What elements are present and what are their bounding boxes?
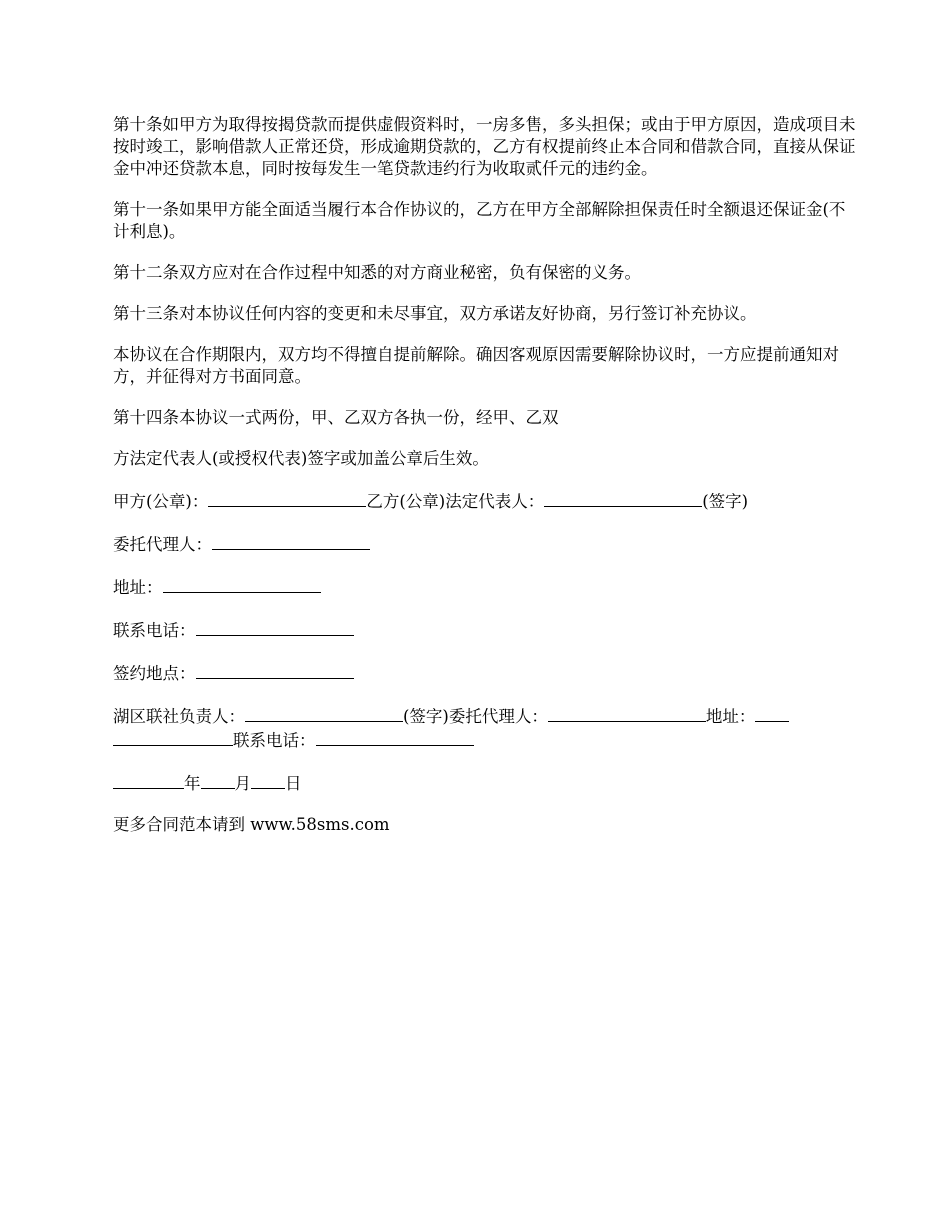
huqu-agent-label: 委托代理人： bbox=[448, 707, 548, 726]
agent-line bbox=[113, 532, 858, 556]
agent-label: 委托代理人： bbox=[113, 535, 212, 554]
day-blank bbox=[251, 771, 285, 789]
party-signature-line bbox=[113, 489, 858, 513]
date-line bbox=[113, 771, 858, 795]
sign-suffix: (签字) bbox=[702, 492, 749, 511]
address-line bbox=[113, 575, 858, 599]
huqu-head-label: 湖区联社负责人： bbox=[113, 707, 245, 726]
address-blank bbox=[163, 575, 321, 593]
huqu-sign-suffix: (签字) bbox=[403, 707, 449, 726]
day-label: 日 bbox=[285, 774, 302, 793]
clause-11: 第十一条如果甲方能全面适当履行本合作协议的，乙方在甲方全部解除担保责任时全额退还保证金(不计利息)。 bbox=[113, 200, 846, 241]
party-b-blank bbox=[544, 489, 702, 507]
huqu-address-blank-b bbox=[113, 728, 233, 746]
huqu-head-blank bbox=[245, 704, 403, 722]
huqu-agent-blank bbox=[548, 704, 706, 722]
phone-label: 联系电话： bbox=[113, 621, 196, 640]
termination-clause: 本协议在合作期限内，双方均不得擅自提前解除。确因客观原因需要解除协议时，一方应提前通知对方，并征得对方书面同意。 bbox=[113, 345, 839, 386]
footer-more-link: 更多合同范本请到 www.58sms.com bbox=[113, 815, 390, 834]
huqu-address-label: 地址： bbox=[705, 707, 756, 726]
month-blank bbox=[201, 771, 235, 789]
clause-10: 第十条如甲方为取得按揭贷款而提供虚假资料时，一房多售，多头担保；或由于甲方原因，造成项目未按时竣工，影响借款人正常还贷，形成逾期贷款的，乙方有权提前终止本合同和借款合同，直接从保证金中冲还贷款本息，同时按每发生一笔贷款违约行为收取贰仟元的违约金。 bbox=[113, 115, 856, 178]
party-a-label: 甲方(公章)： bbox=[113, 492, 209, 511]
agent-blank bbox=[212, 532, 370, 550]
party-b-label: 乙方(公章)法定代表人： bbox=[366, 492, 545, 511]
phone-blank bbox=[196, 618, 354, 636]
year-blank bbox=[113, 771, 184, 789]
place-blank bbox=[196, 661, 354, 679]
clause-14-line-1: 第十四条本协议一式两份，甲、乙双方各执一份，经甲、乙双 bbox=[113, 408, 559, 427]
year-label: 年 bbox=[184, 774, 201, 793]
huqu-phone-label: 联系电话： bbox=[233, 731, 316, 750]
clause-14-line-2: 方法定代表人(或授权代表)签字或加盖公章后生效。 bbox=[113, 449, 489, 468]
place-line bbox=[113, 661, 858, 685]
address-label: 地址： bbox=[113, 578, 163, 597]
huqu-signature-block bbox=[113, 704, 858, 752]
month-label: 月 bbox=[234, 774, 251, 793]
huqu-phone-blank bbox=[316, 728, 474, 746]
document-page bbox=[113, 114, 858, 855]
clause-13: 第十三条对本协议任何内容的变更和未尽事宜，双方承诺友好协商，另行签订补充协议。 bbox=[113, 304, 757, 323]
party-a-blank bbox=[208, 489, 366, 507]
clause-12: 第十二条双方应对在合作过程中知悉的对方商业秘密，负有保密的义务。 bbox=[113, 263, 641, 282]
huqu-address-blank-a bbox=[755, 704, 789, 722]
phone-line bbox=[113, 618, 858, 642]
place-label: 签约地点： bbox=[113, 664, 196, 683]
